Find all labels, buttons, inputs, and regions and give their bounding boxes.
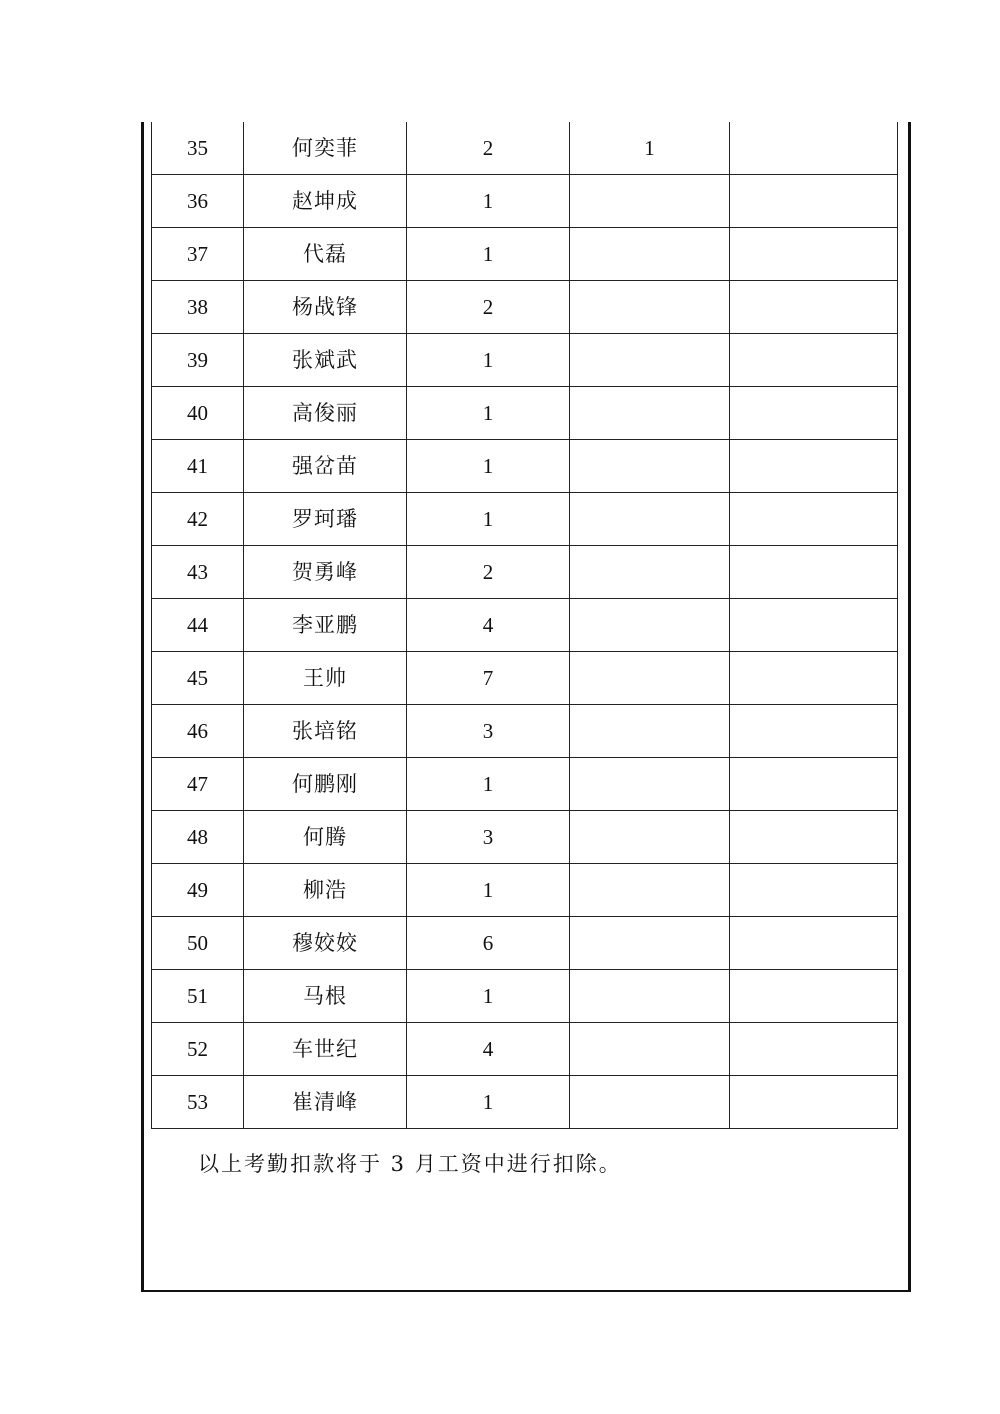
row-number-cell: 35 <box>152 122 244 175</box>
table-row <box>152 122 898 175</box>
employee-name-cell: 何鹏刚 <box>244 758 407 811</box>
count-cell: 1 <box>407 758 570 811</box>
column4-cell <box>570 652 730 705</box>
column4-cell <box>570 228 730 281</box>
row-number-cell: 47 <box>152 758 244 811</box>
table-row <box>152 334 898 387</box>
count-cell: 4 <box>407 599 570 652</box>
count-cell: 3 <box>407 811 570 864</box>
employee-name-cell: 李亚鹏 <box>244 599 407 652</box>
row-number-cell: 37 <box>152 228 244 281</box>
table-row <box>152 175 898 228</box>
table-row <box>152 811 898 864</box>
column4-cell <box>570 1076 730 1129</box>
column5-cell <box>730 811 898 864</box>
employee-name-cell: 张斌武 <box>244 334 407 387</box>
table-row <box>152 440 898 493</box>
column4-cell <box>570 387 730 440</box>
employee-name-cell: 张培铭 <box>244 705 407 758</box>
row-number-cell: 45 <box>152 652 244 705</box>
column4-cell <box>570 1023 730 1076</box>
count-cell: 1 <box>407 387 570 440</box>
count-cell: 1 <box>407 1076 570 1129</box>
row-number-cell: 44 <box>152 599 244 652</box>
row-number-cell: 40 <box>152 387 244 440</box>
attendance-table-body <box>152 122 898 1129</box>
column4-cell <box>570 917 730 970</box>
table-row <box>152 917 898 970</box>
row-number-cell: 36 <box>152 175 244 228</box>
column4-cell <box>570 970 730 1023</box>
employee-name-cell: 崔清峰 <box>244 1076 407 1129</box>
column4-cell <box>570 758 730 811</box>
column5-cell <box>730 387 898 440</box>
row-number-cell: 42 <box>152 493 244 546</box>
column5-cell <box>730 652 898 705</box>
count-cell: 1 <box>407 334 570 387</box>
count-cell: 1 <box>407 493 570 546</box>
row-number-cell: 43 <box>152 546 244 599</box>
column5-cell <box>730 599 898 652</box>
table-row <box>152 1076 898 1129</box>
count-cell: 2 <box>407 122 570 175</box>
employee-name-cell: 高俊丽 <box>244 387 407 440</box>
column5-cell <box>730 228 898 281</box>
employee-name-cell: 罗珂璠 <box>244 493 407 546</box>
column5-cell <box>730 122 898 175</box>
attendance-table <box>151 122 898 1129</box>
employee-name-cell: 杨战锋 <box>244 281 407 334</box>
employee-name-cell: 代磊 <box>244 228 407 281</box>
table-row <box>152 493 898 546</box>
column4-cell <box>570 493 730 546</box>
row-number-cell: 49 <box>152 864 244 917</box>
row-number-cell: 46 <box>152 705 244 758</box>
column5-cell <box>730 917 898 970</box>
table-row <box>152 546 898 599</box>
count-cell: 2 <box>407 546 570 599</box>
column5-cell <box>730 493 898 546</box>
count-cell: 6 <box>407 917 570 970</box>
column4-cell <box>570 811 730 864</box>
employee-name-cell: 赵坤成 <box>244 175 407 228</box>
table-row <box>152 864 898 917</box>
table-row <box>152 758 898 811</box>
count-cell: 1 <box>407 440 570 493</box>
column4-cell <box>570 705 730 758</box>
count-cell: 1 <box>407 175 570 228</box>
column4-cell <box>570 334 730 387</box>
employee-name-cell: 马根 <box>244 970 407 1023</box>
column5-cell <box>730 1023 898 1076</box>
column4-cell <box>570 546 730 599</box>
column5-cell <box>730 864 898 917</box>
table-row <box>152 705 898 758</box>
column5-cell <box>730 175 898 228</box>
table-row <box>152 652 898 705</box>
row-number-cell: 53 <box>152 1076 244 1129</box>
row-number-cell: 52 <box>152 1023 244 1076</box>
column4-cell <box>570 864 730 917</box>
count-cell: 1 <box>407 864 570 917</box>
column5-cell <box>730 546 898 599</box>
table-row <box>152 387 898 440</box>
count-cell: 3 <box>407 705 570 758</box>
employee-name-cell: 王帅 <box>244 652 407 705</box>
column4-cell <box>570 440 730 493</box>
table-row <box>152 599 898 652</box>
column5-cell <box>730 970 898 1023</box>
employee-name-cell: 车世纪 <box>244 1023 407 1076</box>
column5-cell <box>730 440 898 493</box>
row-number-cell: 39 <box>152 334 244 387</box>
table-row <box>152 1023 898 1076</box>
row-number-cell: 41 <box>152 440 244 493</box>
employee-name-cell: 何腾 <box>244 811 407 864</box>
count-cell: 7 <box>407 652 570 705</box>
employee-name-cell: 强岔苗 <box>244 440 407 493</box>
row-number-cell: 50 <box>152 917 244 970</box>
column4-cell <box>570 599 730 652</box>
table-row <box>152 228 898 281</box>
employee-name-cell: 何奕菲 <box>244 122 407 175</box>
column4-cell <box>570 175 730 228</box>
column5-cell <box>730 281 898 334</box>
count-cell: 2 <box>407 281 570 334</box>
row-number-cell: 51 <box>152 970 244 1023</box>
column4-cell <box>570 281 730 334</box>
count-cell: 4 <box>407 1023 570 1076</box>
employee-name-cell: 贺勇峰 <box>244 546 407 599</box>
column5-cell <box>730 705 898 758</box>
employee-name-cell: 柳浩 <box>244 864 407 917</box>
employee-name-cell: 穆姣姣 <box>244 917 407 970</box>
column5-cell <box>730 1076 898 1129</box>
column5-cell <box>730 334 898 387</box>
row-number-cell: 38 <box>152 281 244 334</box>
table-row <box>152 970 898 1023</box>
row-number-cell: 48 <box>152 811 244 864</box>
count-cell: 1 <box>407 970 570 1023</box>
table-row <box>152 281 898 334</box>
column5-cell <box>730 758 898 811</box>
column4-cell: 1 <box>570 122 730 175</box>
deduction-note: 以上考勤扣款将于 3 月工资中进行扣除。 <box>198 1152 622 1176</box>
count-cell: 1 <box>407 228 570 281</box>
